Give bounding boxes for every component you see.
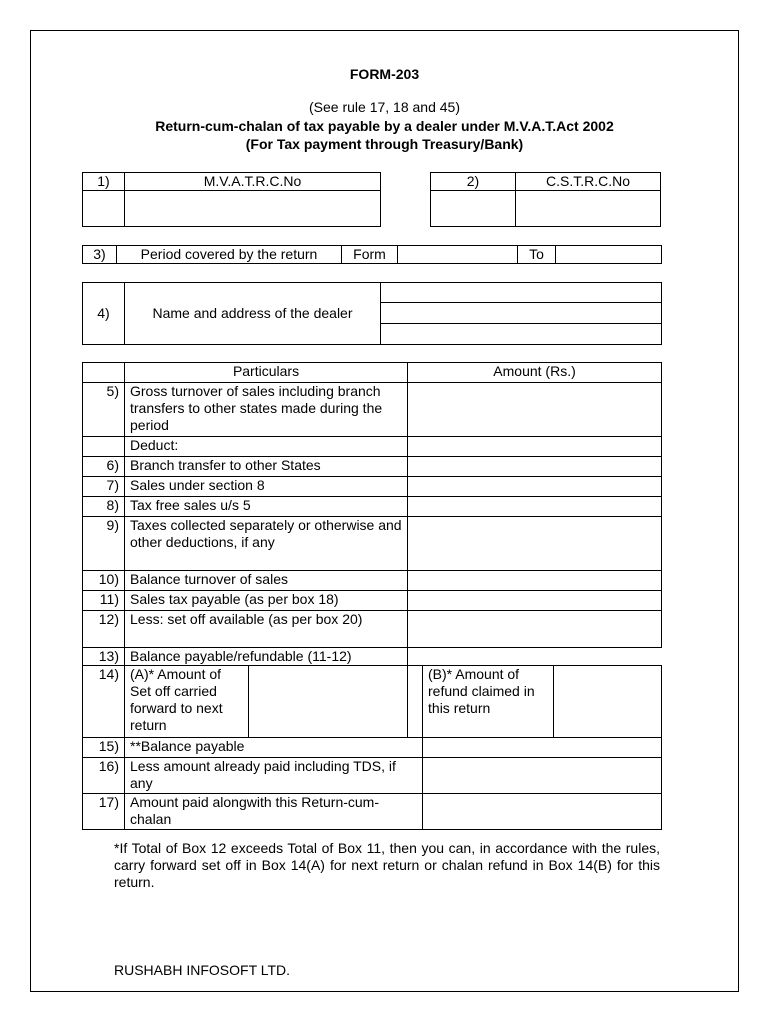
row-9-label: Taxes collected separately or otherwise and other deductions, if any [125,517,408,571]
row-16-amount-field[interactable] [423,758,662,794]
box2-num: 2) [431,173,516,191]
box3-label: Period covered by the return [117,246,342,264]
row-14a-label: (A)* Amount of Set off carried forward to next return [125,666,249,738]
amount-header: Amount (Rs.) [408,363,662,383]
box4-num: 4) [83,283,125,345]
row-16-label: Less amount already paid including TDS, if any [125,758,423,794]
form-subtitle: (For Tax payment through Treasury/Bank) [245,136,524,152]
deduct-label: Deduct: [125,437,408,457]
row-10-amount-field[interactable] [408,571,662,591]
deduct-amount-field [408,437,662,457]
box2-label: C.S.T.R.C.No [516,173,661,191]
box2-table [430,172,661,227]
form-number: FORM-203 [349,66,420,82]
row-12-label: Less: set off available (as per box 20) [125,611,408,648]
box1-table [82,172,381,227]
box2-value-field[interactable] [516,191,661,227]
particulars-table [82,362,662,830]
row-9-amount-field[interactable] [408,517,662,571]
row-15-num: 15) [83,738,125,758]
row-14a-amount-field[interactable] [249,666,408,738]
row-5-num: 5) [83,383,125,437]
box3-num: 3) [83,246,117,264]
row-10-num: 10) [83,571,125,591]
row-16-num: 16) [83,758,125,794]
row-8-label: Tax free sales u/s 5 [125,497,408,517]
footer-company: RUSHABH INFOSOFT LTD. [114,962,291,978]
box2-blank [431,191,516,227]
row-6-num: 6) [83,457,125,477]
row-13-blank [408,648,662,666]
row-14-spacer [408,666,423,738]
row-11-label: Sales tax payable (as per box 18) [125,591,408,611]
particulars-header-blank [83,363,125,383]
footnote: *If Total of Box 12 exceeds Total of Box 11, then you can, in accordance with the rules, carry forward set off in Box 14(A) for next return or chalan refund in Box 14(B) for this return. [114,840,660,890]
row-6-amount-field[interactable] [408,457,662,477]
row-17-amount-field[interactable] [423,794,662,830]
box3-from-label: Form [342,246,398,264]
row-11-amount-field[interactable] [408,591,662,611]
deduct-num [83,437,125,457]
box1-num: 1) [83,173,125,191]
row-15-amount-field[interactable] [423,738,662,758]
box3-to-field[interactable] [556,246,662,264]
row-6-label: Branch transfer to other States [125,457,408,477]
row-17-num: 17) [83,794,125,830]
row-7-num: 7) [83,477,125,497]
row-10-label: Balance turnover of sales [125,571,408,591]
row-12-amount-field[interactable] [408,611,662,648]
row-13-label: Balance payable/refundable (11-12) [125,648,408,666]
row-8-num: 8) [83,497,125,517]
box1-value-field[interactable] [125,191,381,227]
row-8-amount-field[interactable] [408,497,662,517]
box4-line1-field[interactable] [381,283,662,303]
row-11-num: 11) [83,591,125,611]
row-15-label: **Balance payable [125,738,423,758]
row-14b-amount-field[interactable] [554,666,662,738]
particulars-header: Particulars [125,363,408,383]
form-title: Return-cum-chalan of tax payable by a dealer under M.V.A.T.Act 2002 [155,118,614,134]
box4-line3-field[interactable] [381,324,662,345]
row-5-amount-field[interactable] [408,383,662,437]
row-9-num: 9) [83,517,125,571]
row-7-amount-field[interactable] [408,477,662,497]
row-5-label: Gross turnover of sales including branch transfers to other states made during the period [125,383,408,437]
row-7-label: Sales under section 8 [125,477,408,497]
row-12-num: 12) [83,611,125,648]
box3-from-field[interactable] [398,246,518,264]
box1-label: M.V.A.T.R.C.No [125,173,381,191]
row-17-label: Amount paid alongwith this Return-cum-chalan [125,794,423,830]
box3-to-label: To [518,246,556,264]
box3-table [82,245,662,264]
box4-line2-field[interactable] [381,303,662,324]
box4-table [82,282,662,345]
row-13-num: 13) [83,648,125,666]
box4-label: Name and address of the dealer [125,283,381,345]
row-14-num: 14) [83,666,125,738]
box1-blank [83,191,125,227]
row-14b-label: (B)* Amount of refund claimed in this return [423,666,554,738]
form-rule: (See rule 17, 18 and 45) [309,99,460,115]
